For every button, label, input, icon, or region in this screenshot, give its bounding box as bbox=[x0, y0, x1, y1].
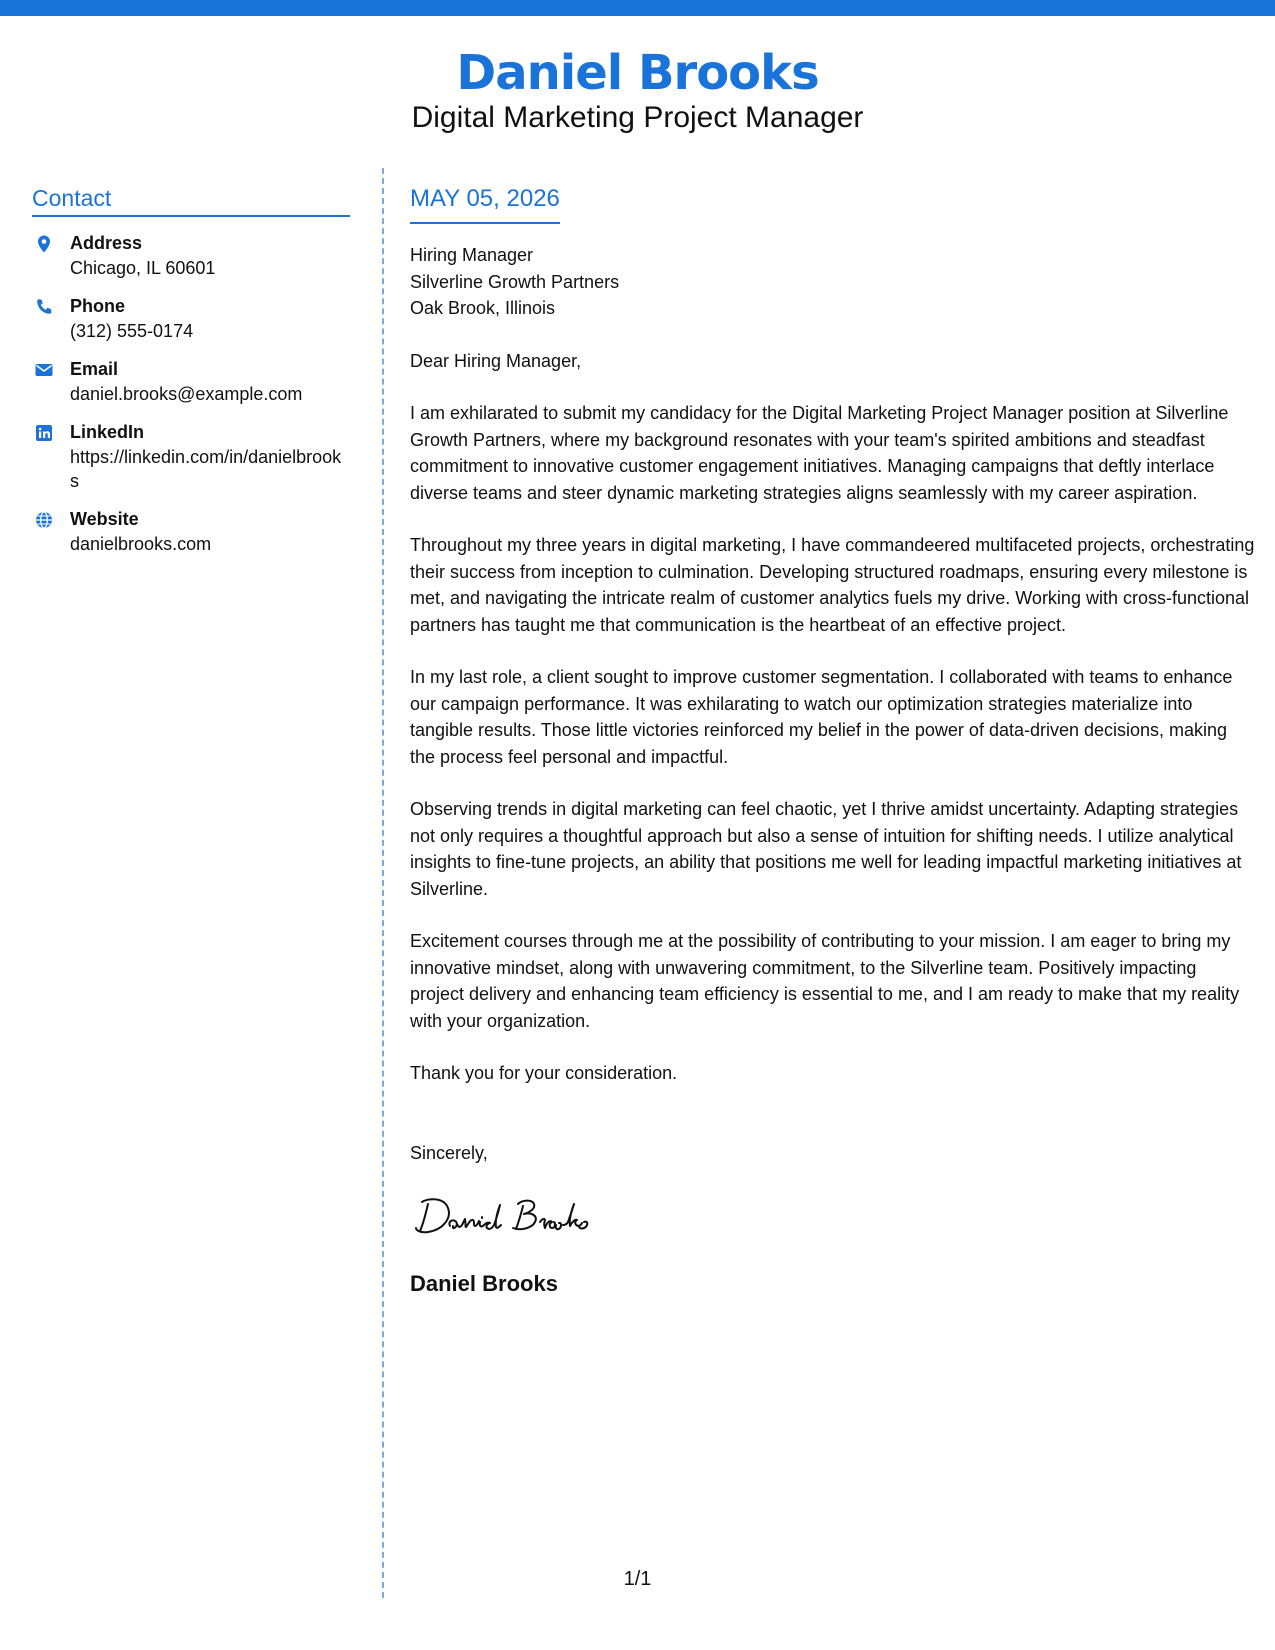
closing: Sincerely, bbox=[410, 1142, 488, 1163]
top-accent-bar bbox=[0, 0, 1275, 16]
contact-linkedin bbox=[32, 420, 350, 493]
letter-paragraph: Thank you for your consideration. bbox=[410, 1063, 678, 1083]
contact-address bbox=[32, 231, 350, 280]
contact-label: Website bbox=[70, 509, 139, 529]
letter-paragraph: Observing trends in digital marketing can feel chaotic, yet I thrive amidst uncertainty. Adapting strategies not only requires a thoughtful approach but also a sense of intuition for shifting needs. I utilize analytical insights to fine-tune projects, an ability that positions me well for leading impactful marketing initiatives at Silverline. bbox=[410, 799, 1242, 899]
contact-value[interactable]: danielbrooks.com bbox=[70, 534, 212, 554]
linkedin-icon bbox=[34, 423, 54, 443]
letter-paragraph: I am exhilarated to submit my candidacy for the Digital Marketing Project Manager position at Silverline Growth Partners, where my background resonates with your team's spirited ambitions and steadfast commitment to innovative customer engagement initiatives. Managing campaigns that deftly interlace diverse teams and steer dynamic marketing strategies aligns seamlessly with my career aspiration. bbox=[410, 403, 1229, 503]
signer-name: Daniel Brooks bbox=[410, 1271, 558, 1296]
recipient-line: Silverline Growth Partners bbox=[410, 271, 620, 292]
email-icon bbox=[34, 360, 54, 380]
contact-value[interactable]: https://linkedin.com/in/danielbrooks bbox=[70, 447, 342, 491]
contact-value: daniel.brooks@example.com bbox=[70, 384, 303, 404]
contact-phone bbox=[32, 294, 350, 343]
handwritten-signature bbox=[410, 1186, 640, 1246]
phone-icon bbox=[34, 297, 54, 317]
contact-sidebar bbox=[32, 184, 350, 570]
location-pin-icon bbox=[34, 234, 54, 254]
letter-date: MAY 05, 2026 bbox=[410, 184, 560, 224]
recipient-line: Oak Brook, Illinois bbox=[410, 298, 556, 318]
contact-label: LinkedIn bbox=[70, 422, 145, 442]
letter-paragraph: Excitement courses through me at the possibility of contributing to your mission. I am eager to bring my innovative mindset, along with unwavering commitment, to the Silverline team. Positively impacting project delivery and enhancing team efficiency is essential to me, and I am ready to make that my reality with your organization. bbox=[410, 931, 1240, 1031]
contact-label: Address bbox=[70, 233, 143, 253]
applicant-name: Daniel Brooks bbox=[456, 45, 819, 101]
letter-paragraph: In my last role, a client sought to improve customer segmentation. I collaborated with teams to enhance our campaign performance. It was exhilarating to watch our optimization strategies materialize into tangible results. Those little victories reinforced my belief in the power of data-driven decisions, making the process feel personal and impactful. bbox=[410, 667, 1233, 767]
salutation: Dear Hiring Manager, bbox=[410, 350, 582, 371]
page-number: 1/1 bbox=[623, 1568, 652, 1590]
letter-body bbox=[410, 184, 1255, 1299]
contact-value: (312) 555-0174 bbox=[70, 321, 194, 341]
globe-icon bbox=[34, 510, 54, 530]
contact-value: Chicago, IL 60601 bbox=[70, 258, 216, 278]
contact-website bbox=[32, 507, 350, 556]
column-divider bbox=[382, 168, 384, 1598]
recipient-block bbox=[410, 242, 1255, 322]
contact-label: Email bbox=[70, 359, 119, 379]
job-title: Digital Marketing Project Manager bbox=[411, 101, 864, 134]
contact-email bbox=[32, 357, 350, 406]
page-header bbox=[0, 40, 1275, 136]
letter-paragraph: Throughout my three years in digital marketing, I have commandeered multifaceted projects, orchestrating their success from inception to culmination. Developing structured roadmaps, ensuring every milestone is met, and navigating the intricate realm of customer analytics fuels my drive. Working with cross-functional partners has taught me that communication is the heartbeat of an effective project. bbox=[410, 535, 1255, 635]
contact-label: Phone bbox=[70, 296, 126, 316]
recipient-line: Hiring Manager bbox=[410, 245, 534, 265]
contact-heading: Contact bbox=[32, 184, 350, 217]
